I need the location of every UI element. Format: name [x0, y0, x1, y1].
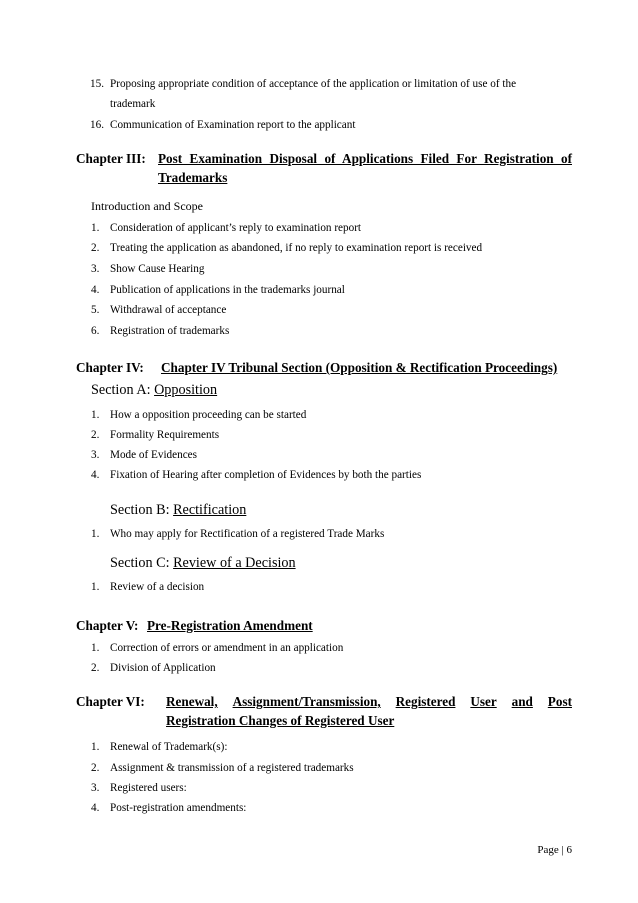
title-word: Post [547, 694, 572, 709]
section-prefix: Section B: [110, 502, 170, 518]
item-number: 1. [91, 528, 100, 540]
list-item-text: Fixation of Hearing after completion of Evidences by both the parties [110, 469, 422, 481]
intro-heading: Introduction and Scope [91, 199, 203, 213]
chapter-label: Chapter VI: [76, 694, 145, 709]
list-item-text: Assignment & transmission of a registered trademarks [110, 762, 354, 774]
item-number: 3. [91, 782, 100, 794]
chapter-title: Pre-Registration Amendment [147, 618, 313, 633]
item-number: 1. [91, 581, 100, 593]
item-number: 5. [91, 304, 100, 316]
list-item-text: Withdrawal of acceptance [110, 304, 227, 316]
title-word: Registered [395, 694, 456, 709]
item-number: 4. [91, 802, 100, 814]
section-b-heading [110, 502, 246, 519]
list-item-text: Who may apply for Rectification of a registered Trade Marks [110, 528, 385, 540]
section-prefix: Section C: [110, 555, 170, 571]
list-item-text: Correction of errors or amendment in an application [110, 642, 344, 654]
item-number: 2. [91, 762, 100, 774]
list-item-text: How a opposition proceeding can be started [110, 409, 307, 421]
item-number: 4. [91, 284, 100, 296]
title-word: Renewal, [166, 694, 218, 709]
list-item-text: Communication of Examination report to the applicant [110, 119, 356, 131]
list-item-text: Formality Requirements [110, 429, 220, 441]
title-word: Assignment/Transmission, [232, 694, 381, 709]
list-item-text: Registration of trademarks [110, 325, 230, 337]
chapter-title-continued: Registration Changes of Registered User [166, 713, 395, 728]
list-item-text: Treating the application as abandoned, if no reply to examination report is received [110, 242, 483, 254]
chapter-title [166, 694, 572, 710]
chapter-title-continued: Trademarks [158, 170, 228, 185]
list-item-text: Division of Application [110, 662, 216, 674]
item-number: 1. [91, 409, 100, 421]
list-item-text: Mode of Evidences [110, 449, 197, 461]
list-item-text: Renewal of Trademark(s): [110, 741, 228, 753]
list-item-text: Proposing appropriate condition of acceptance of the application or limitation of use of the [110, 78, 517, 90]
title-word: and [511, 694, 533, 709]
chapter-title: Chapter IV Tribunal Section (Opposition & Rectification Proceedings) [161, 360, 558, 375]
item-number: 2. [91, 662, 100, 674]
section-c-heading [110, 555, 296, 572]
chapter-label: Chapter III: [76, 151, 146, 166]
title-word: User [470, 694, 497, 709]
item-number: 1. [91, 222, 100, 234]
section-title: Rectification [173, 502, 247, 518]
list-item-text: Post-registration amendments: [110, 802, 247, 814]
section-title: Opposition [154, 382, 218, 398]
item-number: 2. [91, 242, 100, 254]
list-item-text-continued: trademark [110, 98, 156, 110]
item-number: 16. [90, 119, 104, 131]
list-item-text: Consideration of applicant’s reply to examination report [110, 222, 362, 234]
item-number: 1. [91, 741, 100, 753]
item-number: 3. [91, 449, 100, 461]
item-number: 1. [91, 642, 100, 654]
page-number: Page | 6 [537, 844, 572, 856]
chapter-title: Post Examination Disposal of Applications Filed For Registration of [158, 151, 572, 166]
item-number: 2. [91, 429, 100, 441]
chapter-label: Chapter IV: [76, 360, 144, 375]
item-number: 4. [91, 469, 100, 481]
list-item-text: Registered users: [110, 782, 187, 794]
item-number: 6. [91, 325, 100, 337]
item-number: 15. [90, 78, 104, 90]
list-item-text: Publication of applications in the trademarks journal [110, 284, 345, 296]
section-a-heading [91, 382, 217, 399]
chapter-label: Chapter V: [76, 618, 139, 633]
section-title: Review of a Decision [173, 555, 296, 571]
item-number: 3. [91, 263, 100, 275]
section-prefix: Section A: [91, 382, 151, 398]
list-item-text: Review of a decision [110, 581, 205, 593]
list-item-text: Show Cause Hearing [110, 263, 205, 275]
